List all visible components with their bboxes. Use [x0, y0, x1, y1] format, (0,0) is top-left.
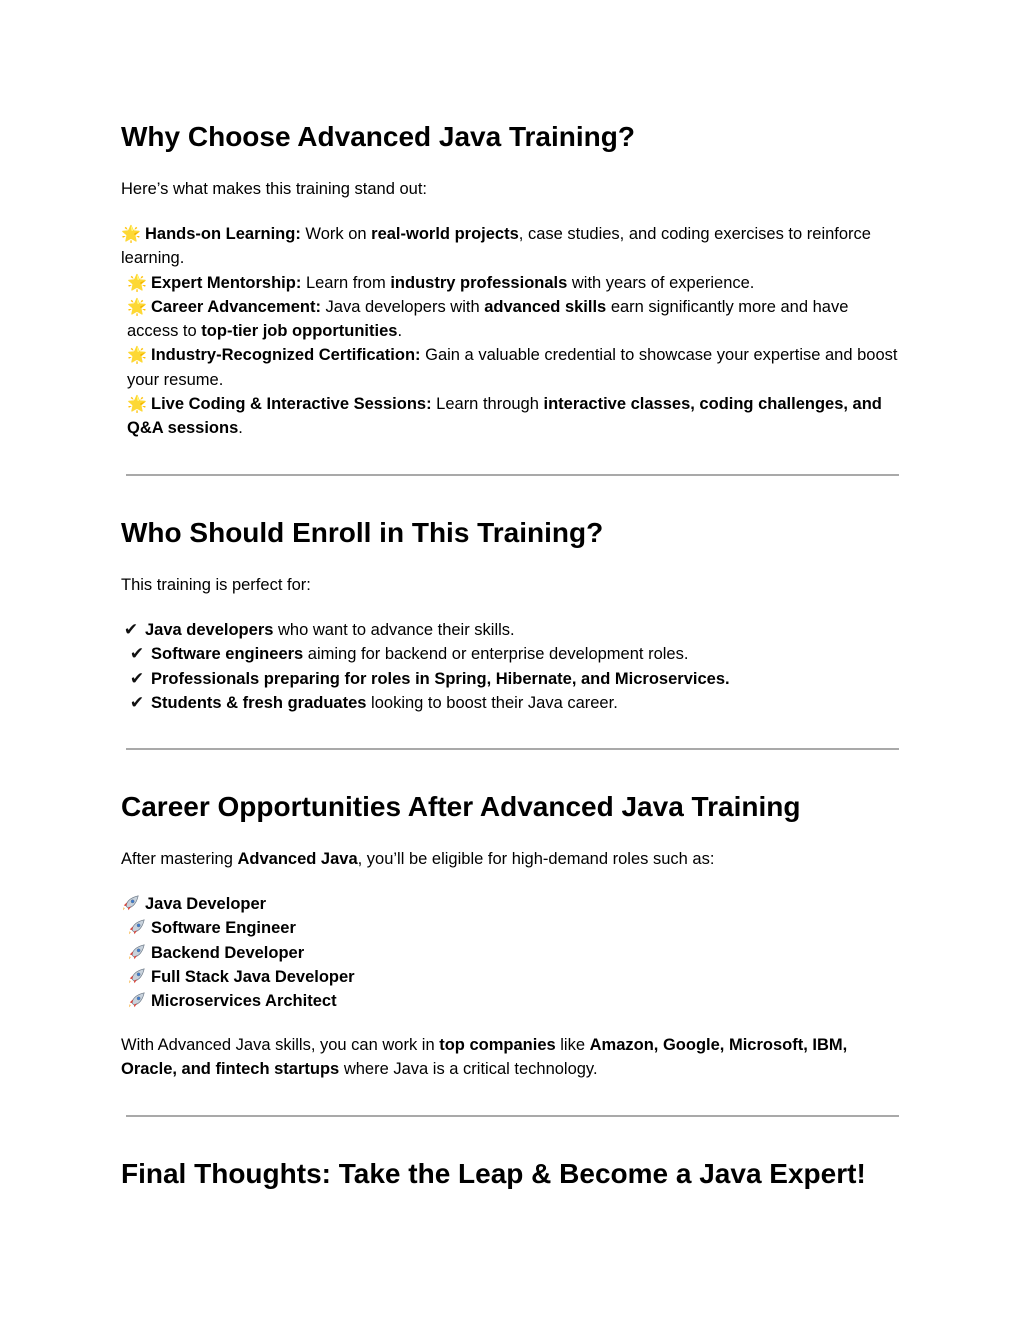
careers-intro-text: After mastering: [121, 850, 238, 868]
benefit-text: .: [397, 322, 403, 341]
benefit-text: Work on: [300, 225, 372, 243]
careers-intro: [121, 847, 901, 871]
rocket-icon: [127, 968, 147, 984]
rocket-icon: [127, 944, 147, 960]
benefit-highlight: advanced skills: [484, 297, 607, 316]
role-label: Microservices Architect: [151, 992, 337, 1011]
role-item: [121, 916, 901, 940]
careers-outro: [121, 1033, 901, 1082]
audience-list: [121, 618, 901, 715]
audience-item: [121, 618, 901, 642]
benefit-text: Java developers with: [320, 297, 485, 316]
careers-outro-highlight: top companies: [439, 1036, 556, 1054]
benefit-highlight: industry professionals: [390, 273, 568, 292]
audience-text: who want to advance their skills.: [273, 621, 515, 639]
benefit-text: Learn through: [431, 395, 544, 414]
benefit-label: Live Coding & Interactive Sessions:: [151, 395, 432, 414]
glowing-star-icon: 🌟: [121, 224, 141, 243]
benefit-highlight: real-world projects: [371, 225, 519, 243]
benefit-item: [121, 271, 901, 295]
divider: [126, 474, 899, 476]
benefit-highlight: interactive classes, coding challenges, and Q&A sessions: [127, 395, 882, 438]
checkmark-icon: ✔: [129, 668, 145, 689]
benefit-text: , case studies, and coding exercises to reinforce learning.: [121, 225, 871, 268]
rocket-icon: [121, 895, 141, 911]
checkmark-icon: ✔: [129, 644, 145, 665]
role-label: Software Engineer: [151, 919, 296, 938]
rocket-icon: [127, 992, 147, 1008]
benefit-text: Learn from: [301, 273, 391, 292]
heading-career-opportunities: Career Opportunities After Advanced Java Training: [121, 791, 801, 822]
glowing-star-icon: 🌟: [127, 394, 147, 414]
benefits-list: [121, 222, 901, 441]
audience-item: [121, 691, 901, 715]
role-item: [121, 989, 901, 1013]
audience-highlight: Professionals preparing for roles in Spring, Hibernate, and Microservices.: [151, 669, 730, 688]
benefit-item: [121, 222, 901, 271]
glowing-star-icon: 🌟: [127, 272, 147, 292]
divider: [126, 748, 899, 750]
benefit-text: .: [238, 419, 243, 438]
benefit-item: [121, 392, 901, 441]
benefit-label: Hands-on Learning:: [145, 225, 301, 243]
rocket-icon: [127, 919, 147, 935]
role-item: [121, 965, 901, 989]
heading-why-choose: Why Choose Advanced Java Training?: [121, 121, 635, 152]
audience-text: aiming for backend or enterprise development roles.: [303, 645, 689, 664]
audience-item: [121, 667, 901, 691]
benefit-text: with years of experience.: [567, 273, 755, 292]
role-item: [121, 941, 901, 965]
benefit-item: [121, 295, 901, 344]
role-label: Java Developer: [145, 895, 267, 913]
checkmark-icon: ✔: [129, 692, 145, 713]
who-intro: This training is perfect for:: [121, 576, 311, 594]
role-label: Backend Developer: [151, 943, 305, 962]
benefit-label: Career Advancement:: [151, 297, 321, 316]
glowing-star-icon: 🌟: [127, 345, 147, 365]
careers-intro-text: , you’ll be eligible for high-demand roles such as:: [357, 850, 715, 868]
careers-outro-text: like: [555, 1036, 590, 1054]
role-item: [121, 892, 901, 916]
heading-final-thoughts: Final Thoughts: Take the Leap & Become a Java Expert!: [121, 1158, 866, 1189]
careers-outro-highlight: Amazon, Google, Microsoft, IBM, Oracle, and fintech startups: [121, 1036, 848, 1079]
heading-who-should-enroll: Who Should Enroll in This Training?: [121, 517, 604, 548]
glowing-star-icon: 🌟: [127, 296, 147, 316]
benefit-highlight: top-tier job opportunities: [201, 322, 398, 341]
role-label: Full Stack Java Developer: [151, 967, 355, 986]
benefit-text: earn significantly more and have access to: [127, 297, 849, 341]
audience-highlight: Software engineers: [151, 645, 304, 664]
divider: [126, 1115, 899, 1117]
benefit-item: [121, 343, 901, 392]
why-intro: Here’s what makes this training stand out:: [121, 180, 428, 198]
audience-text: looking to boost their Java career.: [366, 693, 618, 712]
careers-intro-highlight: Advanced Java: [237, 850, 358, 868]
checkmark-icon: ✔: [123, 620, 139, 640]
careers-outro-text: With Advanced Java skills, you can work in: [121, 1036, 440, 1054]
audience-item: [121, 642, 901, 666]
benefit-label: Industry-Recognized Certification:: [151, 346, 421, 365]
audience-highlight: Students & fresh graduates: [151, 693, 367, 712]
careers-outro-text: where Java is a critical technology.: [339, 1060, 598, 1079]
roles-list: [121, 892, 901, 1013]
audience-highlight: Java developers: [145, 621, 274, 639]
benefit-label: Expert Mentorship:: [151, 273, 302, 292]
benefit-text: Gain a valuable credential to showcase your expertise and boost your resume.: [127, 346, 898, 389]
